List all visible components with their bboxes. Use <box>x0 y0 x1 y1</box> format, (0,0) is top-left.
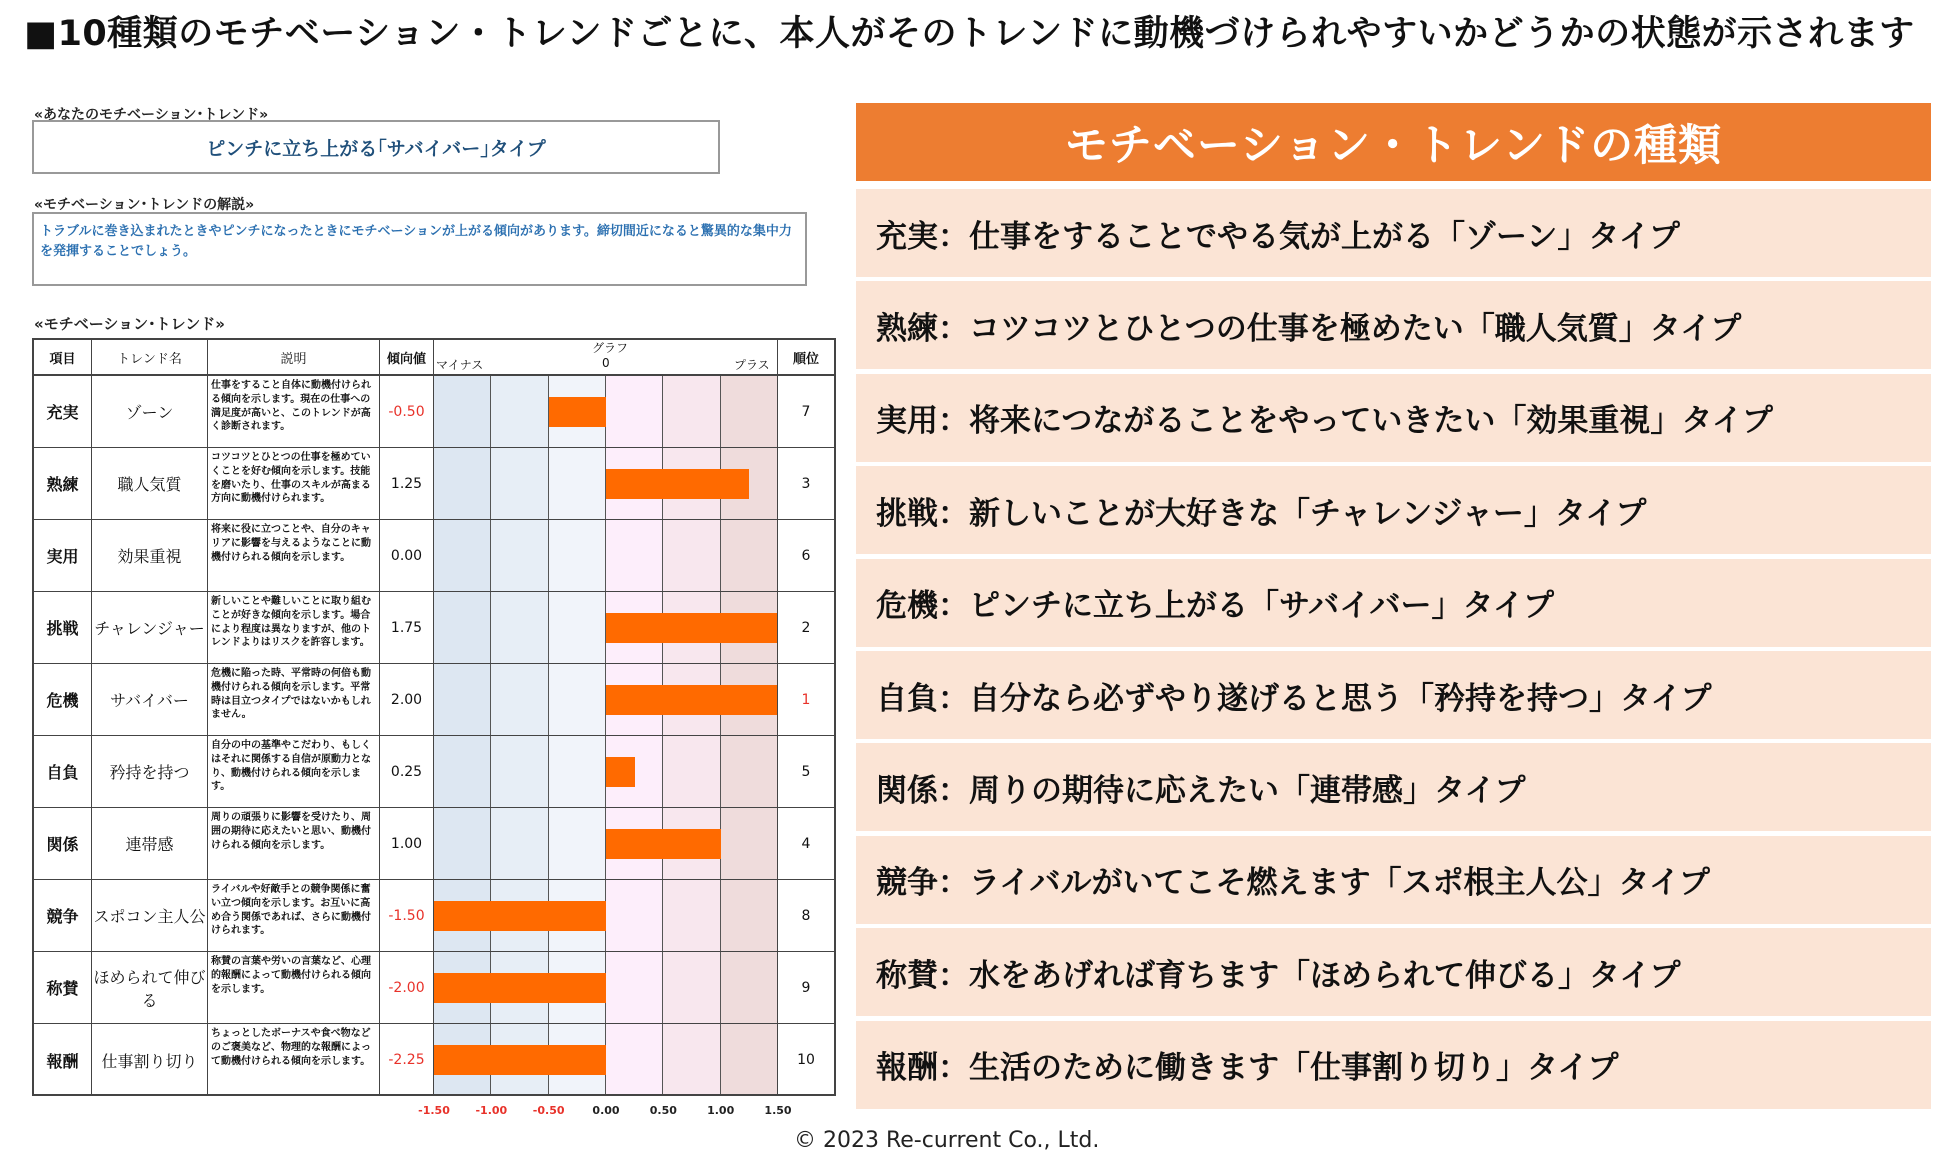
row-rank: 9 <box>801 979 811 996</box>
type-list-item: 報酬：生活のために働きます「仕事割り切り」タイプ <box>856 1021 1931 1109</box>
row-item: 報酬 <box>34 1024 92 1096</box>
row-graph-cell <box>434 664 778 735</box>
row-description: 将来に役に立つことや、自分のキャリアに影響を与えるようなことに動機付けられる傾向を示します。 <box>208 520 380 591</box>
row-rank: 4 <box>801 835 811 852</box>
row-description: 自分の中の基準やこだわり、もしくはそれに関係する自信が原動力となり、動機付けられる傾向を示します。 <box>208 736 380 807</box>
row-item: 自負 <box>34 736 92 807</box>
row-description: 新しいことや難しいことに取り組むことが好きな傾向を示します。場合により程度は異なりますが、他のトレンドよりはリスクを許容します。 <box>208 592 380 663</box>
table-row <box>34 880 834 952</box>
row-item: 競争 <box>34 880 92 951</box>
trend-table <box>32 338 836 1096</box>
row-description: 危機に陥った時、平常時の何倍も動機付けられる傾向を示します。平常時は目立つタイプではないかもしれません。 <box>208 664 380 735</box>
header-item: 項目 <box>34 340 92 376</box>
x-tick-label: -1.00 <box>475 1104 508 1117</box>
table-row <box>34 736 834 808</box>
graph-label: グラフ <box>592 341 629 355</box>
x-tick-label: 0.00 <box>592 1104 620 1117</box>
row-rank: 3 <box>801 475 811 492</box>
x-tick-label: 1.00 <box>707 1104 735 1117</box>
row-trend-name: ほめられて伸びる <box>92 952 208 1023</box>
trend-table-label: «モチベーション･トレンド» <box>34 315 225 333</box>
row-value: 1.75 <box>380 592 434 663</box>
row-item: 実用 <box>34 520 92 591</box>
row-value: 1.25 <box>380 448 434 519</box>
row-graph-cell <box>434 520 778 591</box>
row-trend-name: 連帯感 <box>92 808 208 879</box>
row-value: 2.00 <box>380 664 434 735</box>
row-trend-name: チャレンジャー <box>92 592 208 663</box>
type-list-item: 挑戦：新しいことが大好きな「チャレンジャー」タイプ <box>856 466 1931 554</box>
table-row <box>34 448 834 520</box>
row-value: -2.00 <box>380 952 434 1023</box>
row-rank: 10 <box>797 1052 815 1068</box>
row-rank: 2 <box>801 619 811 636</box>
type-list-item: 自負：自分なら必ずやり遂げると思う「矜持を持つ」タイプ <box>856 651 1931 739</box>
row-graph-cell <box>434 952 778 1023</box>
your-trend-label: «あなたのモチベーション･トレンド» <box>34 107 269 123</box>
explain-label: «モチベーション･トレンドの解説» <box>34 197 255 213</box>
type-list-item: 熟練：コツコツとひとつの仕事を極めたい「職人気質」タイプ <box>856 281 1931 369</box>
row-item: 危機 <box>34 664 92 735</box>
copyright: © 2023 Re-current Co., Ltd. <box>794 1128 1100 1153</box>
header-desc: 説明 <box>208 340 380 376</box>
row-item: 熟練 <box>34 448 92 519</box>
table-row <box>34 376 834 448</box>
your-type-box: ピンチに立ち上がる｢サバイバー｣タイプ <box>32 120 720 174</box>
row-trend-name: スポコン主人公 <box>92 880 208 951</box>
row-graph-cell <box>434 448 778 519</box>
row-graph-cell <box>434 376 778 447</box>
graph-plus-label: プラス <box>734 358 770 372</box>
row-description: 称賛の言葉や労いの言葉など、心理的報酬によって動機付けられる傾向を示します。 <box>208 952 380 1023</box>
row-graph-cell <box>434 592 778 663</box>
types-panel-title: モチベーション・トレンドの種類 <box>856 103 1931 181</box>
type-list-item: 危機：ピンチに立ち上がる「サバイバー」タイプ <box>856 559 1931 647</box>
row-rank: 7 <box>801 403 811 420</box>
row-rank: 5 <box>801 763 811 780</box>
row-trend-name: サバイバー <box>92 664 208 735</box>
row-value: -2.25 <box>380 1024 434 1096</box>
table-row <box>34 808 834 880</box>
table-row <box>34 520 834 592</box>
row-rank: 6 <box>801 547 811 564</box>
table-row <box>34 952 834 1024</box>
x-tick-label: 1.50 <box>764 1104 792 1117</box>
row-value: -1.50 <box>380 880 434 951</box>
row-description: 仕事をすること自体に動機付けられる傾向を示します。現在の仕事への満足度が高いと、このトレンドが高く診断されます。 <box>208 376 380 447</box>
row-rank: 1 <box>801 691 811 708</box>
type-list-item: 関係：周りの期待に応えたい「連帯感」タイプ <box>856 743 1931 831</box>
row-graph-cell <box>434 736 778 807</box>
x-tick-label: -0.50 <box>532 1104 565 1117</box>
row-graph-cell <box>434 808 778 879</box>
row-description: 周りの頑張りに影響を受けたり、周囲の期待に応えたいと思い、動機付けられる傾向を示します。 <box>208 808 380 879</box>
row-item: 挑戦 <box>34 592 92 663</box>
type-list-item: 称賛：水をあげれば育ちます「ほめられて伸びる」タイプ <box>856 928 1931 1016</box>
row-description: コツコツとひとつの仕事を極めていくことを好む傾向を示します。技能を磨いたり、仕事のスキルが高まる方向に動機付けられます。 <box>208 448 380 519</box>
row-graph-cell <box>434 880 778 951</box>
row-trend-name: 仕事割り切り <box>92 1024 208 1096</box>
row-item: 充実 <box>34 376 92 447</box>
row-description: ちょっとしたボーナスや食べ物などのご褒美など、物理的な報酬によって動機付けられる傾向を示します。 <box>208 1024 380 1096</box>
row-trend-name: 効果重視 <box>92 520 208 591</box>
row-value: 1.00 <box>380 808 434 879</box>
graph-zero-label: 0 <box>602 356 610 370</box>
row-value: -0.50 <box>380 376 434 447</box>
table-row <box>34 1024 834 1096</box>
graph-minus-label: マイナス <box>436 358 484 372</box>
row-value: 0.00 <box>380 520 434 591</box>
x-tick-label: 0.50 <box>649 1104 677 1117</box>
x-tick-label: -1.50 <box>418 1104 450 1117</box>
header-rank: 順位 <box>778 340 834 376</box>
row-graph-cell <box>434 1024 778 1096</box>
header-trend: トレンド名 <box>92 340 208 376</box>
row-trend-name: 矜持を持つ <box>92 736 208 807</box>
type-list-item: 充実：仕事をすることでやる気が上がる「ゾーン」タイプ <box>856 189 1931 277</box>
page-headline: ■10種類のモチベーション・トレンドごとに、本人がそのトレンドに動機づけられやすいかどうかの状態が示されます <box>24 14 1915 54</box>
type-list-item: 実用：将来につながることをやっていきたい「効果重視」タイプ <box>856 374 1931 462</box>
row-value: 0.25 <box>380 736 434 807</box>
row-rank: 8 <box>801 907 811 924</box>
type-list-item: 競争：ライバルがいてこそ燃えます「スポ根主人公」タイプ <box>856 836 1931 924</box>
header-value: 傾向値 <box>380 340 434 376</box>
row-trend-name: ゾーン <box>92 376 208 447</box>
row-item: 称賛 <box>34 952 92 1023</box>
explain-box: トラブルに巻き込まれたときやピンチになったときにモチベーションが上がる傾向があります。締切間近になると驚異的な集中力を発揮することでしょう。 <box>32 212 807 286</box>
table-row <box>34 592 834 664</box>
row-description: ライバルや好敵手との競争関係に奮い立つ傾向を示します。お互いに高め合う関係であれば、さらに動機付けられます。 <box>208 880 380 951</box>
row-trend-name: 職人気質 <box>92 448 208 519</box>
header-graph <box>434 340 778 376</box>
table-row <box>34 664 834 736</box>
row-item: 関係 <box>34 808 92 879</box>
